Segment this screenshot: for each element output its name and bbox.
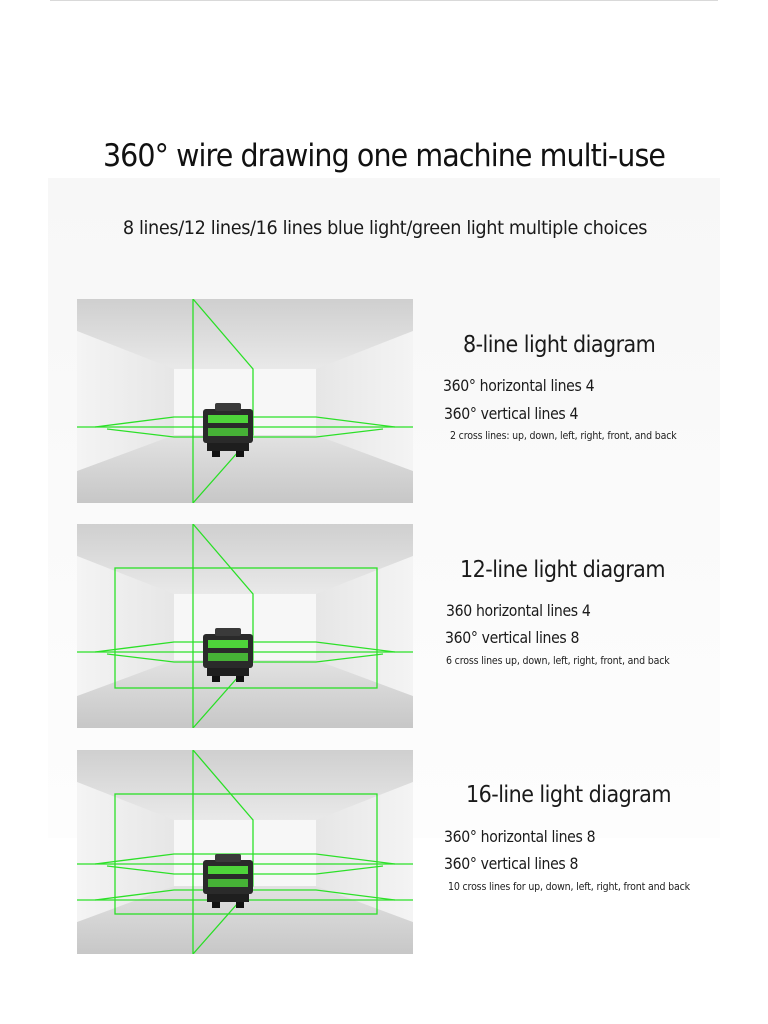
laser-level-device-icon	[203, 403, 253, 457]
horizontal-lines-spec: 360° horizontal lines 4	[443, 376, 595, 395]
cross-lines-note: 2 cross lines: up, down, left, right, front, and back	[450, 429, 677, 442]
diagram-info-12-line	[436, 557, 706, 667]
diagram-info-16-line	[436, 782, 706, 893]
background-watermark	[48, 178, 720, 838]
laser-level-device-icon	[203, 628, 253, 682]
room-illustration-16-line	[77, 750, 413, 954]
diagram-heading: 16-line light diagram	[466, 782, 671, 808]
diagram-heading: 8-line light diagram	[463, 332, 656, 358]
vertical-lines-spec: 360° vertical lines 8	[444, 854, 579, 873]
room-illustration-12-line	[77, 524, 413, 728]
horizontal-lines-spec: 360° horizontal lines 8	[444, 827, 596, 846]
diagram-info-8-line	[436, 332, 706, 442]
cross-lines-note: 10 cross lines for up, down, left, right, front and back	[448, 880, 690, 893]
cross-lines-note: 6 cross lines up, down, left, right, front, and back	[446, 654, 670, 667]
horizontal-lines-spec: 360 horizontal lines 4	[446, 601, 591, 620]
vertical-lines-spec: 360° vertical lines 8	[445, 628, 580, 647]
laser-level-device-icon	[203, 854, 253, 908]
diagram-image-8-line	[77, 299, 413, 503]
diagram-heading: 12-line light diagram	[460, 557, 665, 583]
page-title: 360° wire drawing one machine multi-use	[102, 138, 666, 174]
top-divider	[50, 0, 718, 1]
vertical-lines-spec: 360° vertical lines 4	[444, 404, 579, 423]
diagram-image-16-line	[77, 750, 413, 954]
room-illustration-8-line	[77, 299, 413, 503]
page-subtitle: 8 lines/12 lines/16 lines blue light/green light multiple choices	[122, 217, 648, 239]
diagram-image-12-line	[77, 524, 413, 728]
